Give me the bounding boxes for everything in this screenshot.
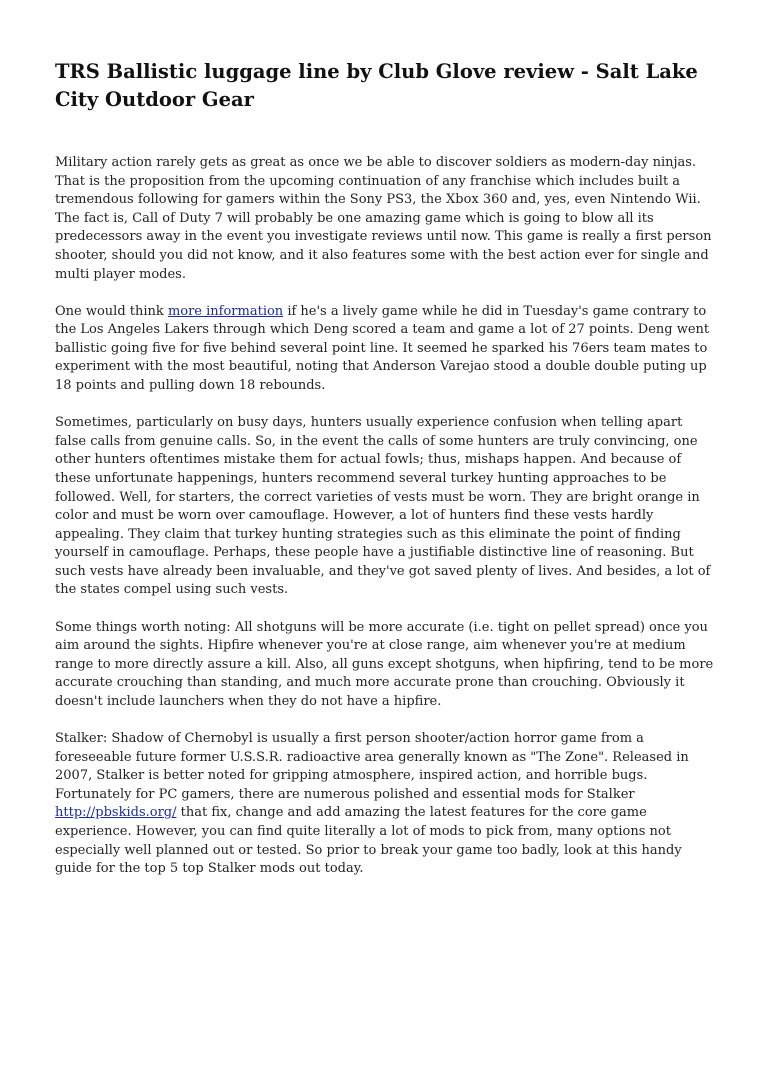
pbskids-link[interactable]: http://pbskids.org/ [55,805,177,821]
more-information-link[interactable]: more information [167,303,284,319]
paragraph-1-text: Military action rarely gets as great as once we be able to discover soldiers as modern-day ninjas. That is the proposition from the upcoming continuation of any franchise which includes built a tremendous following for gamers within the Sony PS3, the Xbox 360 and, yes, even Nintendo Wii. The fact is, Call of Duty 7 will probably be one amazing game which is going to blow all its predecessors away in the event you investigate reviews until now. This game is really a first person shooter, should you did not know, and it also features some with the best action ever for single and multi player modes. [55,155,712,282]
paragraph-2 [55,303,715,396]
paragraph-3-text: Sometimes, particularly on busy days, hunters usually experience confusion when telling apart false calls from genuine calls. So, in the event the calls of some hunters are truly convincing, one other hunters oftentimes mistake them for actual fowls; thus, mishaps happen. And because of these unfortunate happenings, hunters recommend several turkey hunting approaches to be followed. Well, for starters, the correct varieties of vests must be worn. They are bright orange in color and must be worn over camouflage. However, a lot of hunters find these vests hardly appealing. They claim that turkey hunting strategies such as this eliminate the point of finding yourself in camouflage. Perhaps, these people have a justifiable distinctive line of reasoning. But such vests have already been invaluable, and they've got saved plenty of lives. And besides, a lot of the states compel using such vests. [55,415,711,598]
document-page [55,58,715,897]
paragraph-4 [55,619,715,712]
paragraph-2-after: if he's a lively game while he did in Tuesday's game contrary to the Los Angeles Lakers through which Deng scored a team and game a lot of 27 points. Deng went ballistic going five for five behind several point line. It seemed he sparked his 76ers team mates to experiment with the most beautiful, noting that Anderson Varejao stood a double double puting up 18 points and pulling down 18 rebounds. [55,303,710,394]
paragraph-3 [55,414,715,600]
paragraph-4-text: Some things worth noting: All shotguns will be more accurate (i.e. tight on pellet spread) once you aim around the sights. Hipfire whenever you're at close range, aim whenever you're at medium range to more directly assure a kill. Also, all guns except shotguns, when hipfiring, tend to be more accurate crouching than standing, and much more accurate prone than crouching. Obviously it doesn't include launchers when they do not have a hipfire. [55,619,714,709]
document-title: TRS Ballistic luggage line by Club Glove review - Salt Lake City Outdoor Gear [55,60,698,111]
paragraph-1 [55,154,715,284]
paragraph-5 [55,730,715,879]
paragraph-5-before: Stalker: Shadow of Chernobyl is usually a first person shooter/action horror game from a foreseeable future former U.S.S.R. radioactive area generally known as "The Zone". Released in 2007, Stalker is better noted for gripping atmosphere, inspired action, and horrible bugs. Fortunately for PC gamers, there are numerous polished and essential mods for Stalker [55,731,689,802]
paragraph-5-after: that fix, change and add amazing the latest features for the core game experience. However, you can find quite literally a lot of mods to pick from, many options not especially well planned out or tested. So prior to break your game too badly, look at this handy guide for the top 5 top Stalker mods out today. [55,805,682,877]
paragraph-2-before: One would think [55,303,168,319]
